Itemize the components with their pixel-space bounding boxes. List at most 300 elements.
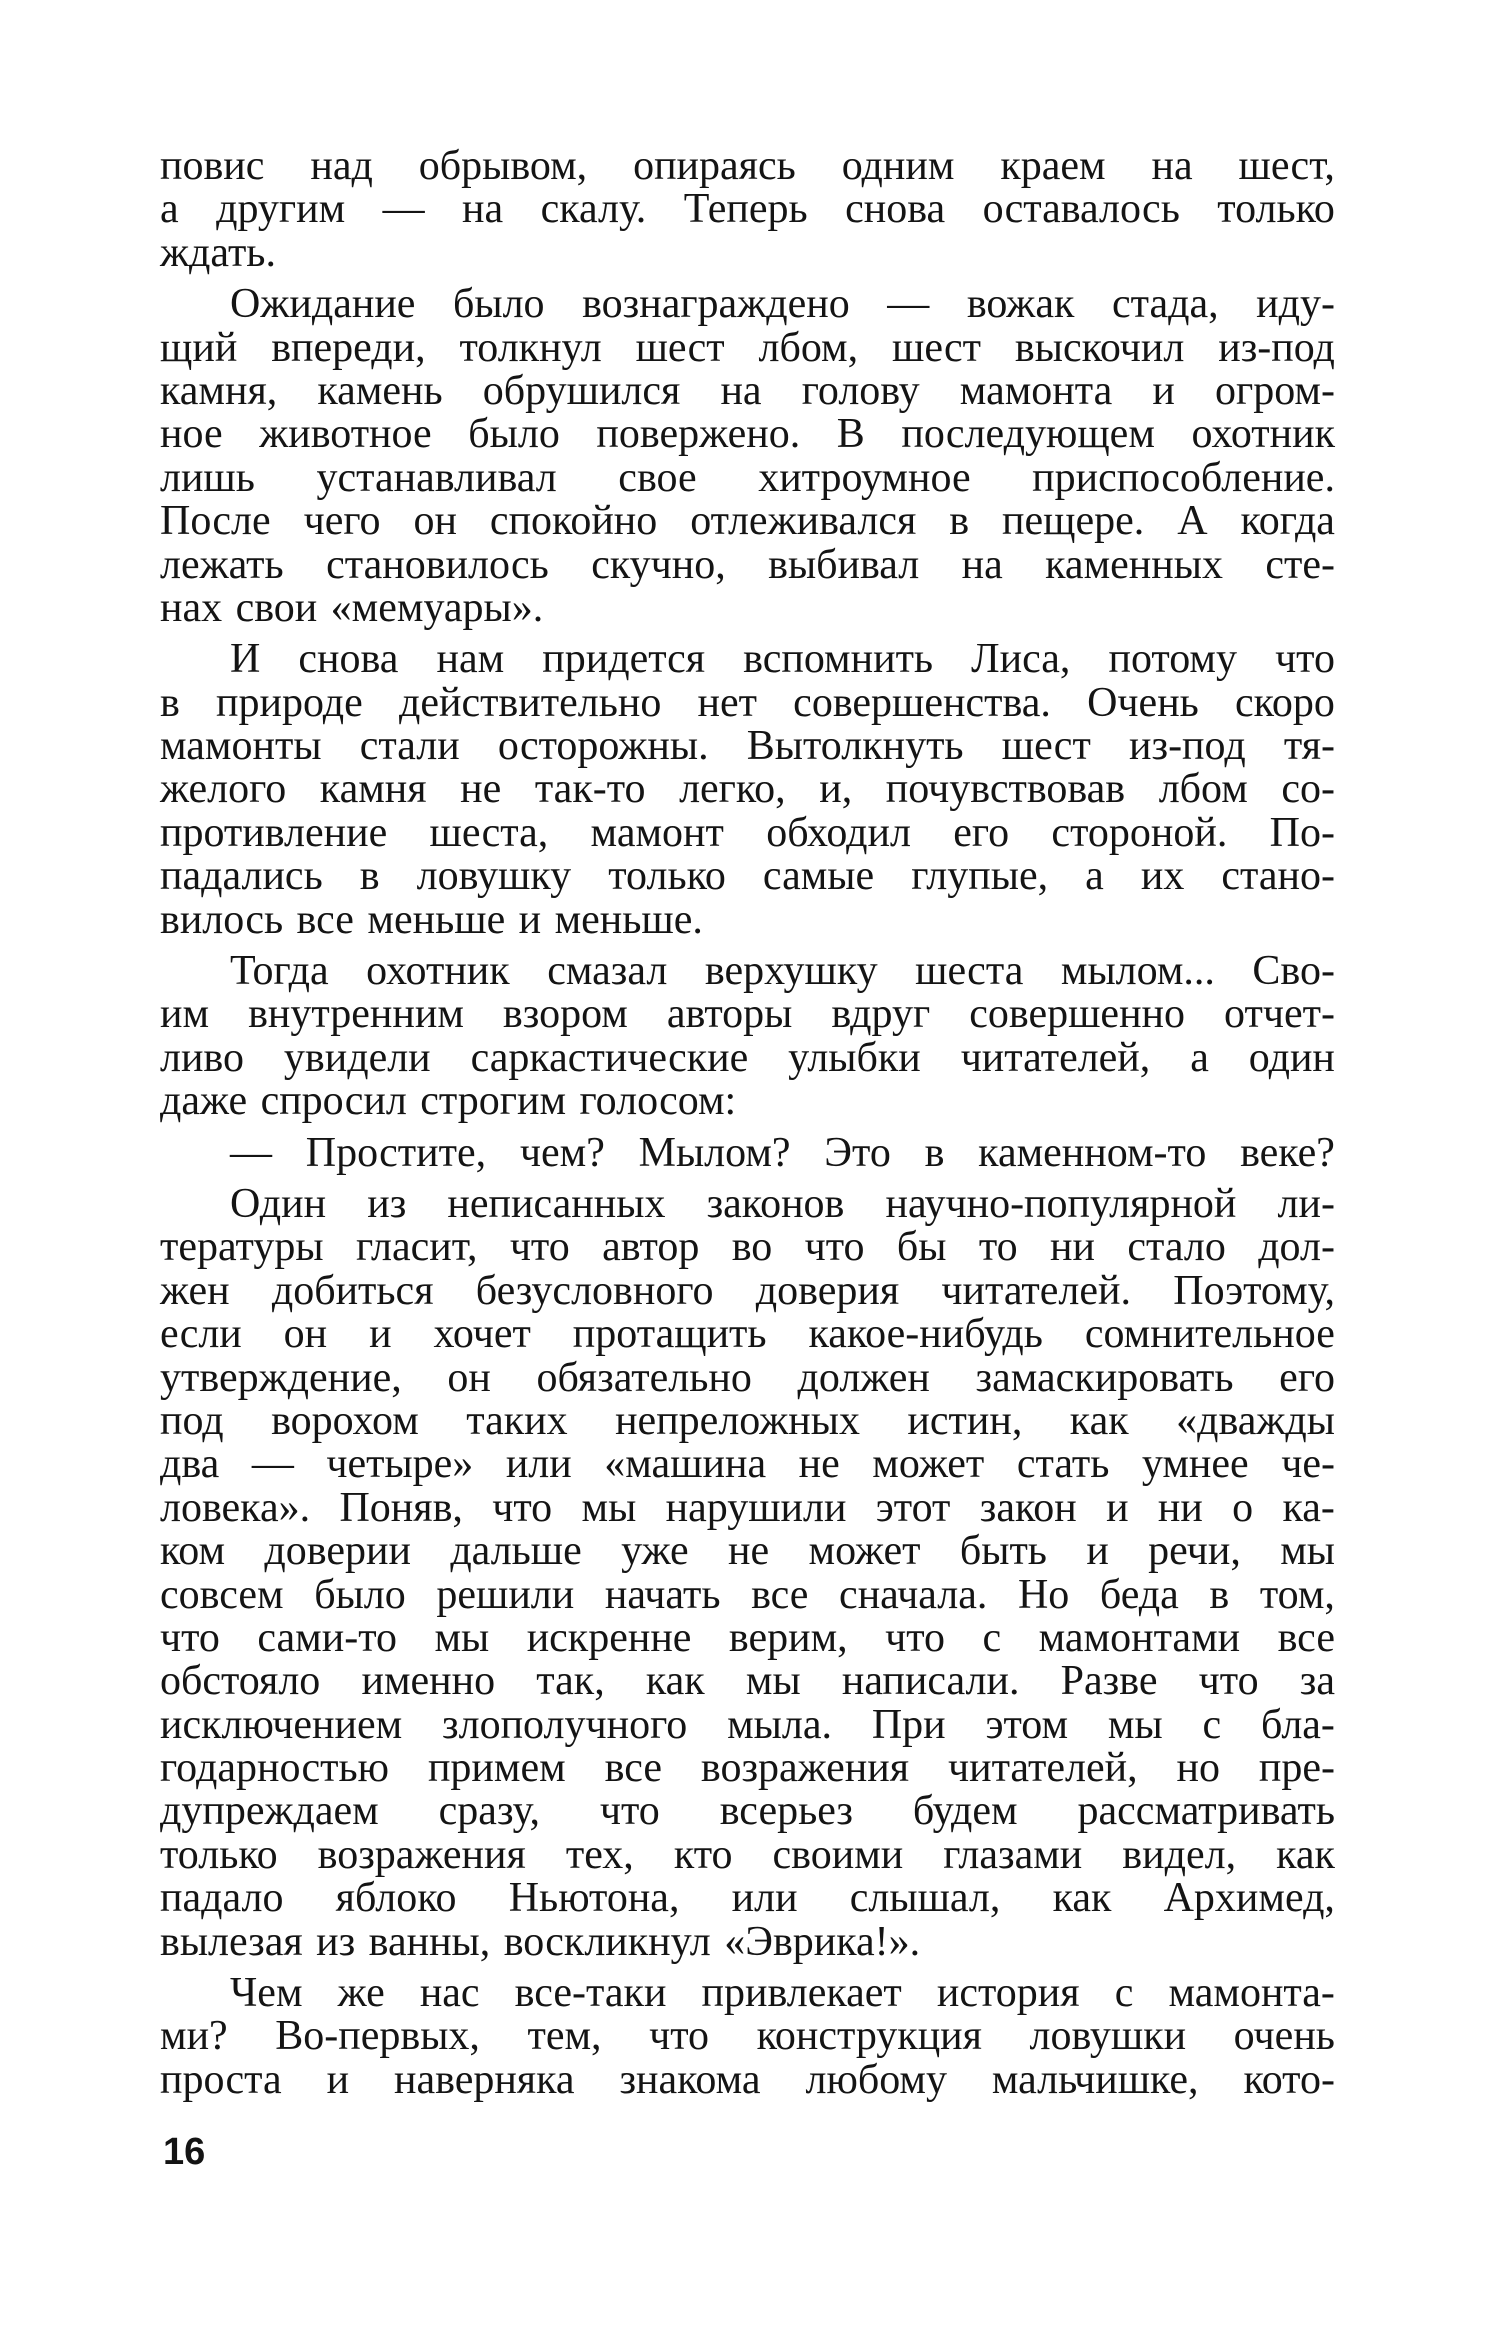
word: спокойно: [489, 498, 658, 545]
word: меньше: [367, 896, 506, 943]
word: не: [728, 1528, 770, 1575]
word: голову: [801, 367, 920, 414]
word: что: [160, 1614, 220, 1661]
word: шест: [891, 324, 982, 371]
word: исключением: [160, 1701, 403, 1748]
text-line: [160, 145, 1335, 188]
word: самые: [762, 853, 875, 900]
word: иду-: [1256, 281, 1335, 328]
word: то: [978, 1224, 1018, 1271]
word: дальше: [450, 1528, 582, 1575]
word: стать: [1016, 1441, 1110, 1488]
word: гласит,: [355, 1224, 478, 1271]
word: было: [452, 281, 545, 328]
word: Это: [824, 1129, 891, 1176]
word: сте-: [1265, 541, 1335, 588]
text-line: [160, 725, 1335, 768]
word: в: [1209, 1571, 1230, 1618]
word: свои: [235, 584, 318, 631]
word: он: [283, 1311, 328, 1358]
word: умнее: [1141, 1441, 1249, 1488]
word: мы: [1107, 1701, 1163, 1748]
word: шест,: [1238, 143, 1335, 189]
word: и,: [819, 766, 853, 813]
text-line: [160, 855, 1335, 898]
word: не: [798, 1441, 840, 1488]
text-line: [160, 1877, 1335, 1920]
word: рассматривать: [1077, 1788, 1335, 1835]
word: Сво-: [1252, 948, 1335, 995]
word: опираясь: [633, 143, 796, 189]
word: протащить: [572, 1311, 767, 1358]
text-line: [160, 1660, 1335, 1703]
word: В: [836, 411, 865, 458]
word: лежать: [160, 541, 284, 588]
word: действительно: [398, 679, 662, 726]
text-line: [160, 324, 1335, 371]
word: привлекает: [701, 1970, 902, 2017]
word: шеста: [915, 948, 1024, 995]
word: что: [804, 1224, 865, 1271]
word: стали: [359, 723, 460, 770]
word: нет: [697, 679, 757, 726]
word: вожак: [966, 281, 1075, 328]
word: мыла.: [727, 1701, 832, 1748]
word: речи,: [1148, 1528, 1241, 1575]
word: нам: [436, 636, 505, 683]
word: свое: [618, 454, 697, 501]
word: дупреждаем: [160, 1788, 379, 1835]
word: и: [1152, 367, 1175, 414]
word: с: [1202, 1701, 1222, 1748]
word: охотник: [1191, 411, 1335, 458]
word: из-под: [1218, 324, 1335, 371]
word: из: [316, 1918, 356, 1965]
word: всерьез: [719, 1788, 853, 1835]
word: Вытолкнуть: [746, 723, 964, 770]
word: обстояло: [160, 1658, 321, 1705]
word: на: [1151, 143, 1193, 189]
word: беда: [1099, 1571, 1179, 1618]
word: пре-: [1258, 1745, 1335, 1792]
word: Разве: [1060, 1658, 1158, 1705]
word: а: [1190, 1034, 1209, 1081]
word: —: [887, 281, 930, 328]
word: Простите,: [305, 1129, 487, 1176]
word: и: [1086, 1528, 1109, 1575]
word: на: [720, 367, 762, 414]
word: и: [1106, 1484, 1129, 1531]
word: как: [1276, 1831, 1335, 1878]
word: Поэтому,: [1173, 1267, 1335, 1314]
word: именно: [361, 1658, 496, 1705]
word: Лиса,: [971, 636, 1071, 683]
word: совсем: [160, 1571, 284, 1618]
word: на: [961, 541, 1003, 588]
word: каменных: [1045, 541, 1223, 588]
word: видел,: [1122, 1831, 1237, 1878]
word: добиться: [271, 1267, 434, 1314]
word: в: [949, 498, 970, 545]
word: природе: [216, 679, 363, 726]
word: вдруг: [831, 991, 931, 1038]
word: возражения: [317, 1831, 526, 1878]
word: безусловного: [475, 1267, 714, 1314]
word: сомнительное: [1084, 1311, 1335, 1358]
word: Но: [1017, 1571, 1070, 1618]
text-line: [160, 500, 1335, 543]
word: конструкция: [756, 2013, 982, 2060]
word: ное: [160, 411, 223, 458]
word: любому: [805, 2056, 947, 2103]
word: из: [367, 1180, 407, 1227]
word: тех,: [565, 1831, 634, 1878]
word: пещере.: [1002, 498, 1145, 545]
word: хочет: [433, 1311, 531, 1358]
word: четыре»: [326, 1441, 474, 1488]
word: стано-: [1221, 853, 1335, 900]
word: знакома: [619, 2056, 761, 2103]
word: осторожны.: [497, 723, 709, 770]
word: ждать.: [160, 229, 276, 276]
word: «Эврика!».: [724, 1918, 921, 1965]
word: жен: [160, 1267, 230, 1314]
word: этом: [985, 1701, 1069, 1748]
word: мы: [745, 1658, 801, 1705]
text-line: [160, 1747, 1335, 1790]
word: верим,: [728, 1614, 848, 1661]
text-line: [160, 1034, 1335, 1081]
word: че-: [1281, 1441, 1335, 1488]
text-line: [160, 1614, 1335, 1661]
word: ка-: [1282, 1484, 1335, 1531]
word: отлеживался: [690, 498, 917, 545]
text-line: [160, 1080, 1335, 1123]
word: он: [447, 1354, 491, 1401]
word: за: [1299, 1658, 1335, 1705]
word: наверняка: [393, 2056, 575, 2103]
word: стало: [1127, 1224, 1226, 1271]
text-line: [160, 454, 1335, 501]
word: как: [1052, 1875, 1112, 1922]
word: а: [1085, 853, 1104, 900]
text-line: [160, 283, 1335, 326]
text-line: [160, 1484, 1335, 1531]
word: обходил: [766, 809, 911, 856]
word: —: [251, 1441, 294, 1488]
word: во: [731, 1224, 773, 1271]
word: другим: [216, 186, 346, 233]
word: А: [1177, 498, 1208, 545]
word: уже: [621, 1528, 689, 1575]
word: лишь: [160, 454, 255, 501]
text-line: [160, 188, 1335, 231]
word: толкнул: [459, 324, 602, 371]
word: будем: [912, 1788, 1018, 1835]
word: веке?: [1240, 1129, 1335, 1176]
word: Чем: [230, 1970, 303, 2017]
word: таких: [466, 1397, 568, 1444]
word: чем?: [519, 1129, 605, 1176]
word: два: [160, 1441, 220, 1488]
word: что: [1198, 1658, 1259, 1705]
word: приспособление.: [1032, 454, 1335, 501]
text-line: [160, 809, 1335, 856]
word: сами-то: [257, 1614, 398, 1661]
word: искренне: [526, 1614, 692, 1661]
word: дол-: [1258, 1224, 1335, 1271]
word: потому: [1108, 636, 1237, 683]
word: совершенства.: [793, 679, 1051, 726]
word: —: [230, 1129, 272, 1176]
text-line: [160, 367, 1335, 414]
word: научно-популярной: [885, 1180, 1237, 1227]
text-line: [160, 1180, 1335, 1227]
word: камня: [319, 766, 427, 813]
word: увидели: [283, 1034, 431, 1081]
word: примем: [427, 1745, 566, 1792]
word: и: [326, 2056, 350, 2103]
word: один: [1248, 1034, 1335, 1081]
word: хитроумное: [758, 454, 971, 501]
word: тературы: [160, 1224, 324, 1271]
word: ли-: [1277, 1180, 1335, 1227]
word: оставалось: [982, 186, 1180, 233]
word: лбом,: [758, 324, 859, 371]
word: глазами: [943, 1831, 1083, 1878]
word: над: [310, 143, 373, 189]
word: быть: [959, 1528, 1047, 1575]
word: шеста,: [429, 809, 549, 856]
word: читателей,: [960, 1034, 1151, 1081]
body-text: [160, 145, 1335, 2102]
word: нарушили: [665, 1484, 847, 1531]
word: Один: [230, 1180, 327, 1227]
word: устанавливал: [316, 454, 557, 501]
text-line: [160, 1972, 1335, 2015]
word: их: [1140, 853, 1185, 900]
text-line: [160, 768, 1335, 811]
word: в: [359, 853, 380, 900]
text-line: [160, 541, 1335, 588]
word: и: [518, 896, 542, 943]
word: злополучного: [442, 1701, 688, 1748]
word: его: [953, 809, 1010, 856]
word: что: [885, 1614, 946, 1661]
word: но: [1176, 1745, 1220, 1792]
word: меньше.: [554, 896, 703, 943]
word: ливо: [160, 1034, 244, 1081]
text-line: [160, 1918, 1335, 1965]
word: нас: [419, 1970, 480, 2017]
word: верхушку: [704, 948, 878, 995]
word: совершенно: [969, 991, 1186, 1038]
word: написали.: [841, 1658, 1020, 1705]
word: повержено.: [596, 411, 801, 458]
word: том,: [1259, 1571, 1335, 1618]
text-line: [160, 1226, 1335, 1269]
word: все: [296, 896, 354, 943]
word: одним: [841, 143, 955, 189]
word: что: [599, 1788, 660, 1835]
word: отчет-: [1224, 991, 1335, 1038]
text-line: [160, 1313, 1335, 1356]
word: и: [369, 1311, 392, 1358]
word: мамонта-: [1168, 1970, 1335, 2017]
word: что: [649, 2013, 710, 2060]
text-line: [160, 2056, 1335, 2103]
word: охотник: [366, 948, 510, 995]
word: Очень: [1087, 679, 1199, 726]
word: выбивал: [768, 541, 920, 588]
word: вспомнить: [743, 636, 934, 683]
word: или: [731, 1875, 798, 1922]
word: о: [1232, 1484, 1254, 1531]
word: закон: [979, 1484, 1077, 1531]
word: ловека».: [160, 1484, 311, 1531]
word: замаскировать: [975, 1354, 1234, 1401]
word: животное: [259, 411, 432, 458]
word: должен: [797, 1354, 930, 1401]
word: истин,: [907, 1397, 1023, 1444]
word: Поняв,: [339, 1484, 463, 1531]
word: «мемуары».: [330, 584, 544, 631]
word: так,: [536, 1658, 605, 1705]
word: что: [509, 1224, 570, 1271]
word: стороной.: [1051, 809, 1228, 856]
word: утверждение,: [160, 1354, 402, 1401]
word: мы: [434, 1614, 490, 1661]
word: Во-первых,: [275, 2013, 480, 2060]
word: тя-: [1283, 723, 1335, 770]
word: яблоко: [335, 1875, 457, 1922]
word: мы: [581, 1484, 637, 1531]
text-line: [160, 1443, 1335, 1486]
word: глупые,: [911, 853, 1049, 900]
word: очень: [1233, 2013, 1335, 2060]
word: придется: [542, 636, 706, 683]
word: шест: [1001, 723, 1091, 770]
word: было: [314, 1571, 406, 1618]
word: противление: [160, 809, 388, 856]
word: доверия: [755, 1267, 900, 1314]
text-line: [160, 1129, 1335, 1176]
word: сначала.: [839, 1571, 988, 1618]
word: не: [460, 766, 502, 813]
word: обязательно: [536, 1354, 752, 1401]
word: что: [1275, 636, 1335, 683]
text-line: [160, 1790, 1335, 1833]
word: нах: [160, 584, 223, 631]
word: кото-: [1243, 2056, 1335, 2103]
word: даже: [160, 1078, 248, 1125]
text-line: [160, 679, 1335, 726]
word: воскликнул: [503, 1918, 711, 1965]
word: этот: [875, 1484, 951, 1531]
word: лбом: [1158, 766, 1248, 813]
word: только: [608, 853, 726, 900]
word: строгим: [420, 1078, 567, 1125]
word: каменном-то: [978, 1129, 1207, 1176]
word: вилось: [160, 896, 284, 943]
word: авторы: [666, 991, 793, 1038]
word: —: [382, 186, 425, 233]
word: читателей.: [941, 1267, 1131, 1314]
word: «машина: [604, 1441, 767, 1488]
word: И: [230, 636, 261, 683]
word: ловушку: [416, 853, 572, 900]
word: голосом:: [579, 1078, 737, 1125]
word: непреложных: [615, 1397, 860, 1444]
text-line: [160, 1571, 1335, 1618]
word: с: [1114, 1970, 1134, 2017]
word: стада,: [1111, 281, 1219, 328]
word: история: [936, 1970, 1080, 2017]
word: он: [413, 498, 457, 545]
word: было: [468, 411, 560, 458]
word: чего: [303, 498, 381, 545]
word: Ньютона,: [508, 1875, 680, 1922]
word: неписанных: [447, 1180, 666, 1227]
word: слышал,: [849, 1875, 1001, 1922]
word: Мылом?: [638, 1129, 791, 1176]
word: только: [1217, 186, 1335, 233]
word: падало: [160, 1875, 284, 1922]
word: шест: [635, 324, 725, 371]
word: все: [1277, 1614, 1335, 1661]
word: ми?: [160, 2013, 228, 2060]
word: только: [160, 1831, 278, 1878]
word: последующем: [901, 411, 1155, 458]
text-line: [160, 1267, 1335, 1314]
word: камень: [317, 367, 443, 414]
word: на: [462, 186, 504, 233]
word: легко,: [679, 766, 786, 813]
word: внутренним: [248, 991, 464, 1038]
text-line: [160, 1354, 1335, 1401]
word: автор: [602, 1224, 700, 1271]
word: вознаграждено: [582, 281, 850, 328]
word: желого: [160, 766, 287, 813]
word: выскочил: [1014, 324, 1185, 371]
text-line: [160, 896, 1335, 943]
word: или: [505, 1441, 572, 1488]
word: ванны,: [368, 1918, 491, 1965]
word: со-: [1281, 766, 1335, 813]
word: После: [160, 498, 271, 545]
word: становилось: [326, 541, 549, 588]
word: какое-нибудь: [808, 1311, 1043, 1358]
word: мамонт: [590, 809, 724, 856]
word: почувствовав: [885, 766, 1126, 813]
word: доверии: [264, 1528, 411, 1575]
text-line: [160, 584, 1335, 631]
text-line: [160, 950, 1335, 993]
word: в: [924, 1129, 945, 1176]
word: мамонтами: [1038, 1614, 1241, 1661]
word: ловушки: [1029, 2013, 1187, 2060]
word: читателей,: [947, 1745, 1138, 1792]
word: кто: [673, 1831, 733, 1878]
word: повис: [160, 143, 265, 189]
word: обрывом,: [418, 143, 588, 189]
word: своими: [772, 1831, 904, 1878]
word: спросил: [260, 1078, 407, 1125]
word: вылезая: [160, 1918, 303, 1965]
text-line: [160, 993, 1335, 1036]
word: как: [1069, 1397, 1129, 1444]
word: так-то: [534, 766, 646, 813]
